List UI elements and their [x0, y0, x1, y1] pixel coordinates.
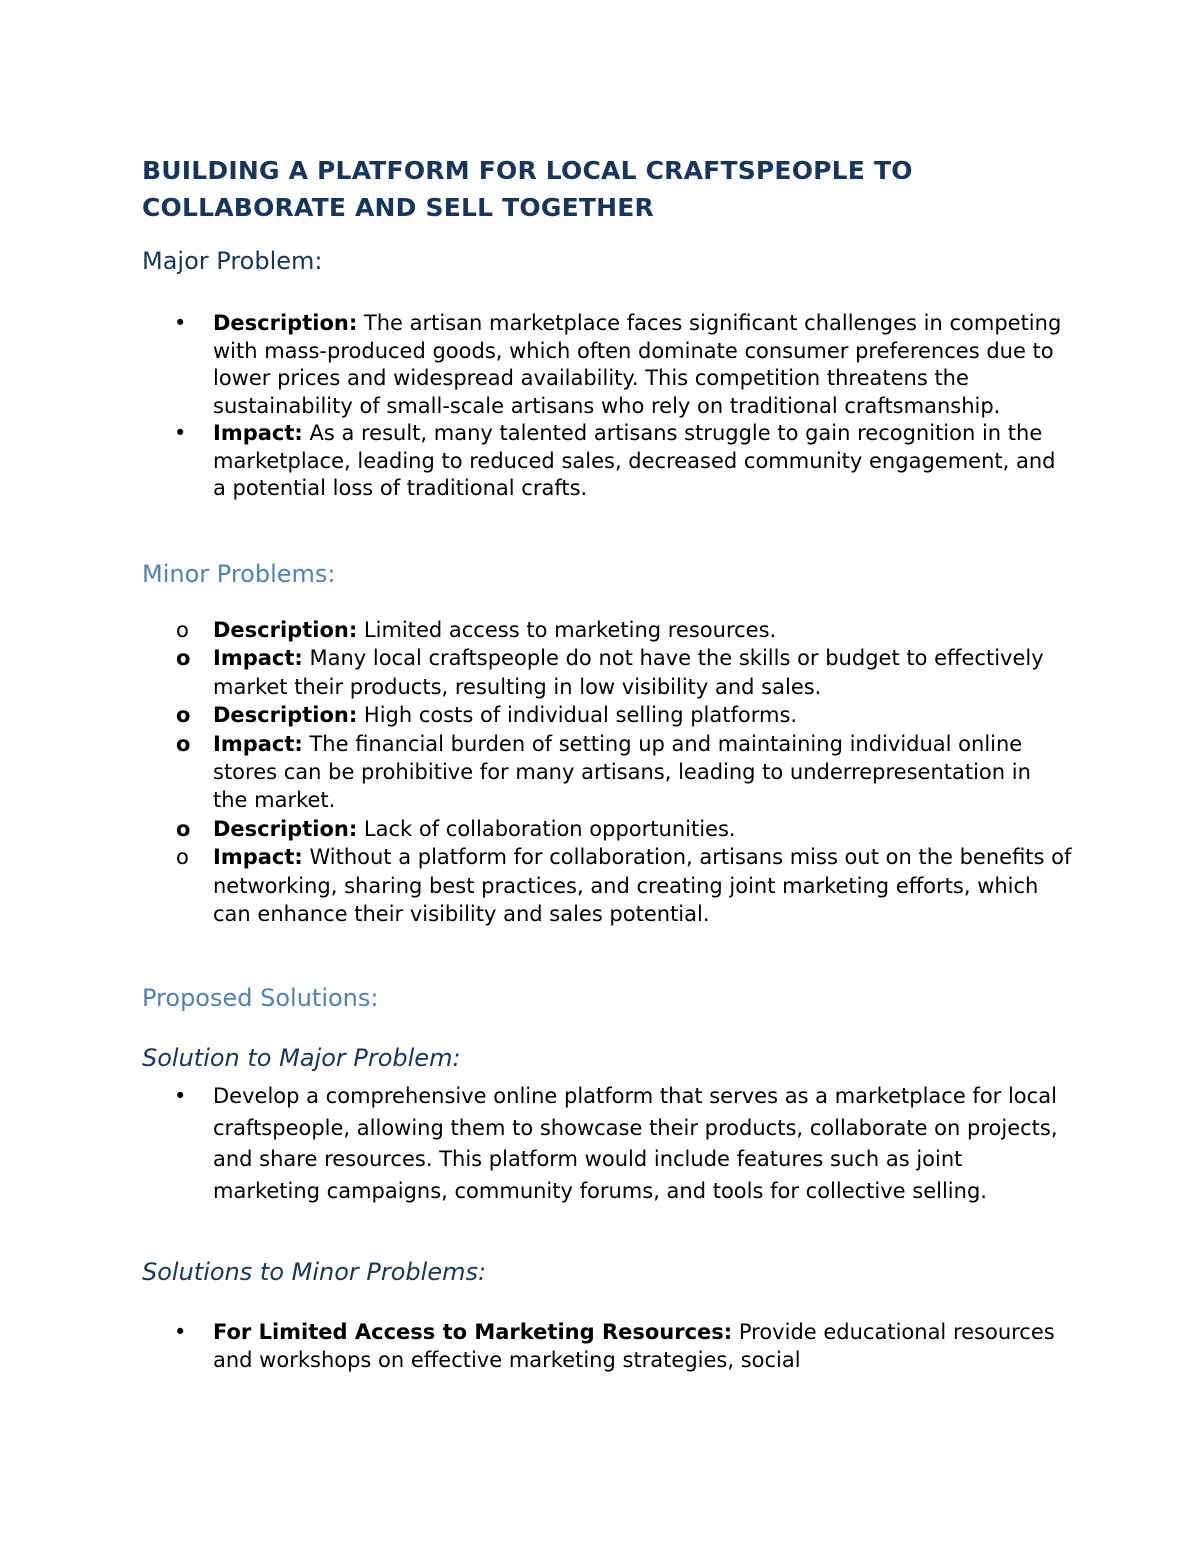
list-item [142, 1318, 1072, 1375]
proposed-solutions-heading: Proposed Solutions: [142, 984, 379, 1012]
solution-major-list [142, 1081, 1072, 1207]
list-item [142, 644, 1072, 701]
item-label: Impact: [213, 421, 303, 445]
bullet-icon: • [174, 1320, 187, 1344]
circle-bullet-icon: o [176, 731, 191, 756]
list-item [142, 843, 1072, 928]
item-text: High costs of individual selling platforms. [357, 703, 798, 728]
circle-bullet-icon: o [176, 618, 189, 642]
bullet-icon: • [174, 1084, 187, 1108]
item-text: Provide educational resources and workshops on effective marketing strategies, social [213, 1320, 1055, 1373]
list-item [142, 1081, 1072, 1207]
item-label: Description: [213, 311, 358, 335]
list-item [142, 701, 1072, 729]
circle-bullet-icon: o [176, 646, 191, 671]
bullet-icon: • [174, 311, 187, 335]
solution-minor-list [142, 1318, 1072, 1375]
item-text: Develop a comprehensive online platform that serves as a marketplace for local craftspeople, allowing them to showcase their products, collaborate on projects, and share resources. This platform would include features such as joint marketing campaigns, community forums, and tools for collective selling. [213, 1084, 1058, 1203]
circle-bullet-icon: o [176, 845, 189, 870]
list-item [142, 730, 1072, 815]
item-text: Many local craftspeople do not have the skills or budget to effectively market their products, resulting in low visibility and sales. [213, 646, 1044, 699]
major-problem-list [142, 310, 1072, 503]
document-title: BUILDING A PLATFORM FOR LOCAL CRAFTSPEOPLE TO COLLABORATE AND SELL TOGETHER [142, 156, 913, 222]
solution-major-heading: Solution to Major Problem: [142, 1044, 461, 1072]
item-label: Impact: [213, 731, 303, 756]
item-label: Description: [213, 816, 358, 841]
item-text: The artisan marketplace faces significant challenges in competing with mass-produced goods, which often dominate consumer preferences due to lower prices and widespread availability. This competition threatens the sustainability of small-scale artisans who rely on traditional craftsmanship. [213, 311, 1062, 418]
circle-bullet-icon: o [176, 703, 191, 728]
list-item [142, 420, 1072, 503]
item-text: Limited access to marketing resources. [357, 618, 777, 642]
item-label: Description: [213, 703, 358, 728]
item-label: For Limited Access to Marketing Resources: [213, 1320, 733, 1344]
minor-problems-heading: Minor Problems: [142, 560, 336, 588]
list-item [142, 310, 1072, 420]
major-problem-heading: Major Problem: [142, 247, 323, 275]
list-item [142, 616, 1072, 644]
circle-bullet-icon: o [176, 816, 191, 841]
item-text: Without a platform for collaboration, artisans miss out on the benefits of networking, sharing best practices, and creating joint marketing efforts, which can enhance their visibility and sales potential. [213, 845, 1072, 927]
minor-problems-list [142, 616, 1072, 928]
list-item [142, 815, 1072, 843]
item-label: Impact: [213, 646, 303, 671]
item-text: Lack of collaboration opportunities. [357, 816, 736, 841]
solution-minor-heading: Solutions to Minor Problems: [142, 1258, 487, 1286]
bullet-icon: • [174, 421, 187, 445]
item-label: Impact: [213, 845, 303, 870]
item-text: As a result, many talented artisans struggle to gain recognition in the marketplace, leading to reduced sales, decreased community engagement, and a potential loss of traditional crafts. [213, 421, 1056, 500]
item-text: The financial burden of setting up and maintaining individual online stores can be prohibitive for many artisans, leading to underrepresentation in the market. [213, 731, 1031, 813]
item-label: Description: [213, 618, 358, 642]
